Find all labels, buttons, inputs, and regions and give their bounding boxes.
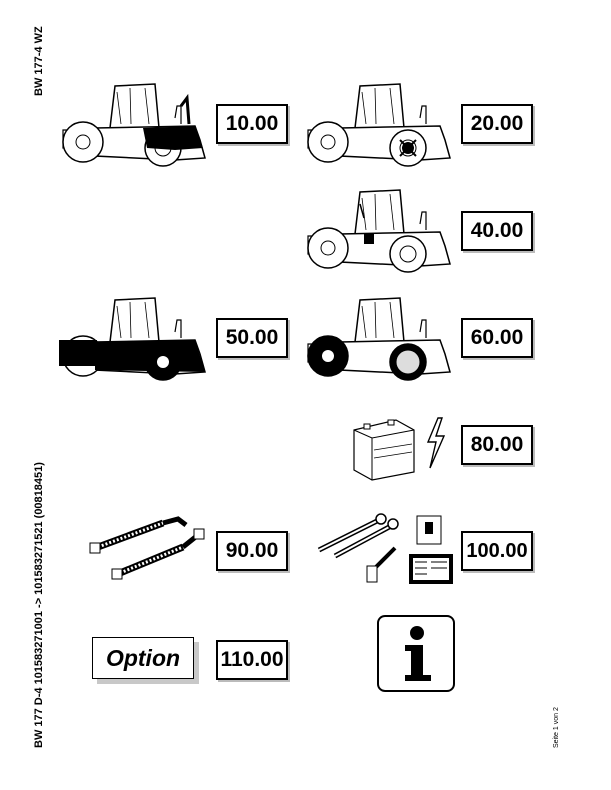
- roller-drive-axle-illustration: [300, 78, 455, 168]
- section-40-button[interactable]: 40.00: [461, 211, 533, 251]
- section-60-button[interactable]: 60.00: [461, 318, 533, 358]
- section-110-button[interactable]: 110.00: [216, 640, 288, 680]
- section-10-button[interactable]: 10.00: [216, 104, 288, 144]
- tools-keys-icon: [313, 510, 458, 588]
- section-80-button[interactable]: 80.00: [461, 425, 533, 465]
- section-50-button[interactable]: 50.00: [216, 318, 288, 358]
- info-icon[interactable]: [377, 615, 455, 692]
- section-90-button[interactable]: 90.00: [216, 531, 288, 571]
- roller-drum-tyres-illustration: [300, 292, 455, 382]
- hydraulic-hoses-icon: [88, 505, 213, 585]
- roller-cabin-rear-illustration: [55, 78, 210, 168]
- page-number: Seite 1 von 2: [553, 707, 560, 748]
- section-100-button[interactable]: 100.00: [461, 531, 533, 571]
- battery-icon: [346, 412, 456, 482]
- roller-body-frame-illustration: [55, 292, 210, 382]
- section-20-button[interactable]: 20.00: [461, 104, 533, 144]
- model-code-label: BW 177-4 WZ: [33, 26, 45, 96]
- option-button[interactable]: Option: [92, 637, 194, 679]
- roller-engine-illustration: [300, 184, 455, 274]
- serial-range-label: BW 177 D-4 101583271001 -> 101583271521 (00818451): [33, 462, 45, 748]
